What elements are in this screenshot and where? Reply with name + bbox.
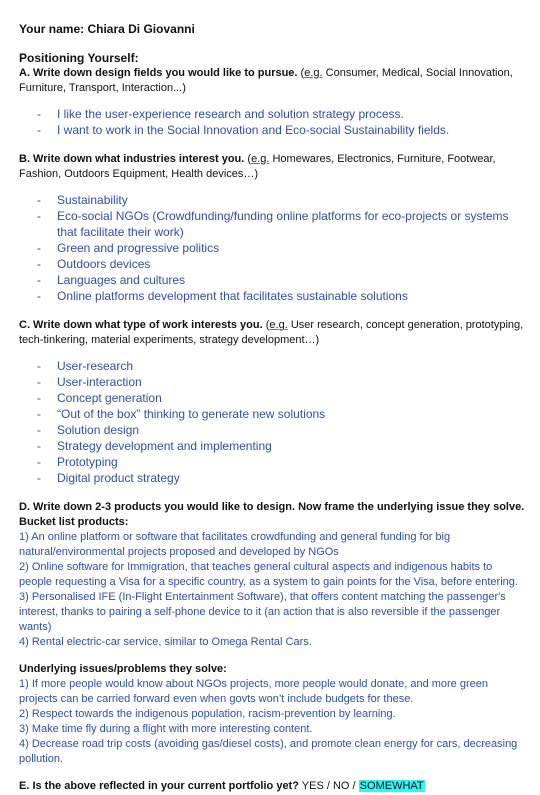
list-item: - Languages and cultures xyxy=(37,272,527,288)
section-c-question: C. Write down what type of work interests you. (e.g. User research, concept generation, prototyping, tech-tinkering, material experiments, strategy development…) xyxy=(19,319,524,346)
underlying-issues-title: Underlying issues/problems they solve: xyxy=(19,663,227,675)
list-item: - User-interaction xyxy=(37,374,527,390)
section-c-question-text: C. Write down what type of work interests you. xyxy=(19,319,263,331)
issue-item: 3) Make time fly during a flight with more interesting content. xyxy=(19,723,313,735)
document-page xyxy=(19,22,527,794)
list-item: - User-research xyxy=(37,358,527,374)
section-e-question-text: E. Is the above reflected in your current portfolio yet? xyxy=(19,780,299,792)
list-item: - I like the user-experience research and solution strategy process. xyxy=(37,106,527,122)
list-item: - Prototyping xyxy=(37,454,527,470)
positioning-title: Positioning Yourself: xyxy=(19,51,139,65)
section-b-question: B. Write down what industries interest you. (e.g. Homewares, Electronics, Furniture, Footwear, Fashion, Outdoors Equipment, Health devices…) xyxy=(19,153,496,180)
section-a-question-text: A. Write down design fields you would like to pursue. xyxy=(19,67,298,79)
section-b-list xyxy=(19,192,527,304)
somewhat-highlight: SOMEWHAT xyxy=(359,780,424,792)
section-c-eg: e.g. xyxy=(269,319,288,331)
section-e-options: YES / NO / xyxy=(298,780,359,792)
list-item: - “Out of the box” thinking to generate new solutions xyxy=(37,406,527,422)
list-item: - Eco-social NGOs (Crowdfunding/funding online platforms for eco-projects or systems that facilitate their work) xyxy=(37,208,527,240)
product-item: 2) Online software for Immigration, that teaches general cultural aspects and indigenous habits to people requesting a Visa for a specific country, as a system to gain points for the Visa, before entering. xyxy=(19,561,518,588)
issue-item: 4) Decrease road trip costs (avoiding gas/diesel costs), and promote clean energy for cars, decreasing pollution. xyxy=(19,738,518,765)
list-item: - Solution design xyxy=(37,422,527,438)
bucket-list-title: Bucket list products: xyxy=(19,516,129,528)
issue-item: 2) Respect towards the indigenous population, racism-prevention by learning. xyxy=(19,708,396,720)
section-c-list xyxy=(19,358,527,486)
section-a-eg: e.g. xyxy=(304,67,323,79)
section-d-question: D. Write down 2-3 products you would like to design. Now frame the underlying issue they solve. xyxy=(19,501,525,513)
product-item: 3) Personalised IFE (In-Flight Entertainment Software), that offers content matching the passenger's interest, thanks to pairing a self-phone device to it (an action that is also reversible if the passenger wants) xyxy=(19,591,506,633)
section-e-question xyxy=(19,779,527,794)
list-item: - Outdoors devices xyxy=(37,256,527,272)
section-b-eg: e.g. xyxy=(251,153,270,165)
product-item: 4) Rental electric-car service, similar to Omega Rental Cars. xyxy=(19,636,312,648)
section-b-question-text: B. Write down what industries interest you. xyxy=(19,153,245,165)
list-item: - Concept generation xyxy=(37,390,527,406)
list-item: - Green and progressive politics xyxy=(37,240,527,256)
list-item: - Online platforms development that facilitates sustainable solutions xyxy=(37,288,527,304)
product-item: 1) An online platform or software that facilitates crowdfunding and general funding for big natural/environmental projects proposed and developed by NGOs xyxy=(19,531,451,558)
list-item: - Digital product strategy xyxy=(37,470,527,486)
list-item: - Sustainability xyxy=(37,192,527,208)
list-item: - I want to work in the Social Innovation and Eco-social Sustainability fields. xyxy=(37,122,527,138)
your-name: Your name: Chiara Di Giovanni xyxy=(19,22,195,36)
list-item: - Strategy development and implementing xyxy=(37,438,527,454)
issue-item: 1) If more people would know about NGOs projects, more people would donate, and more green projects can be carried forward even when govts won’t include budgets for these. xyxy=(19,678,488,705)
section-a-list xyxy=(19,106,527,138)
section-a-question: A. Write down design fields you would like to pursue. (e.g. Consumer, Medical, Social Innovation, Furniture, Transport, Interaction...) xyxy=(19,67,513,94)
